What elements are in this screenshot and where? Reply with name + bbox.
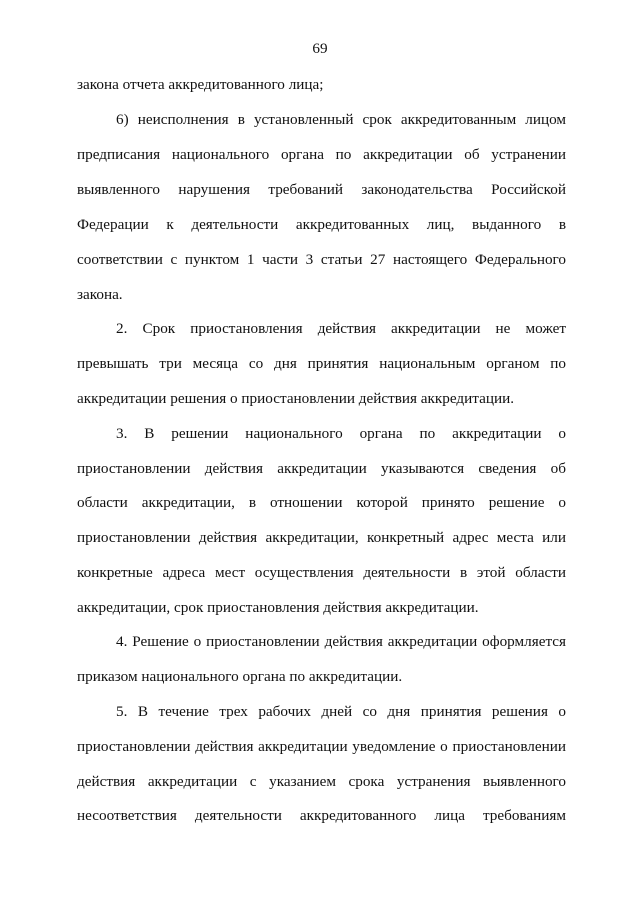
text-line: 5. В течение трех рабочих дней со дня принятия решения о xyxy=(116,703,566,720)
text-line: выявленного нарушения требований законодательства Российской xyxy=(77,181,566,198)
text-line: действия аккредитации с указанием срока устранения выявленного xyxy=(77,773,566,790)
text-line: несоответствия деятельности аккредитованного лица требованиям xyxy=(77,807,566,824)
text-line: конкретные адреса мест осуществления деятельности в этой области xyxy=(77,564,566,581)
text-line: приостановлении действия аккредитации, конкретный адрес места или xyxy=(77,529,566,546)
text-line: аккредитации, срок приостановления действия аккредитации. xyxy=(77,599,479,616)
text-line: 6) неисполнения в установленный срок аккредитованным лицом xyxy=(116,111,566,128)
text-line: 3. В решении национального органа по аккредитации о xyxy=(116,425,566,442)
text-line: 4. Решение о приостановлении действия аккредитации оформляется xyxy=(116,633,566,650)
text-line: аккредитации решения о приостановлении действия аккредитации. xyxy=(77,390,515,407)
page-number: 69 xyxy=(312,40,328,57)
text-line: приостановлении действия аккредитации указываются сведения об xyxy=(77,460,566,477)
text-line: 2. Срок приостановления действия аккредитации не может xyxy=(116,320,566,337)
text-line: области аккредитации, в отношении которой принято решение о xyxy=(77,494,566,511)
text-line: закона. xyxy=(77,286,123,303)
text-line: соответствии с пунктом 1 части 3 статьи 27 настоящего Федерального xyxy=(77,251,566,268)
text-line: приказом национального органа по аккредитации. xyxy=(77,668,403,685)
text-line: приостановлении действия аккредитации уведомление о приостановлении xyxy=(77,738,566,755)
text-line: превышать три месяца со дня принятия национальным органом по xyxy=(77,355,566,372)
text-line: предписания национального органа по аккредитации об устранении xyxy=(77,146,566,163)
text-line: закона отчета аккредитованного лица; xyxy=(77,76,324,93)
text-line: Федерации к деятельности аккредитованных лиц, выданного в xyxy=(77,216,566,233)
